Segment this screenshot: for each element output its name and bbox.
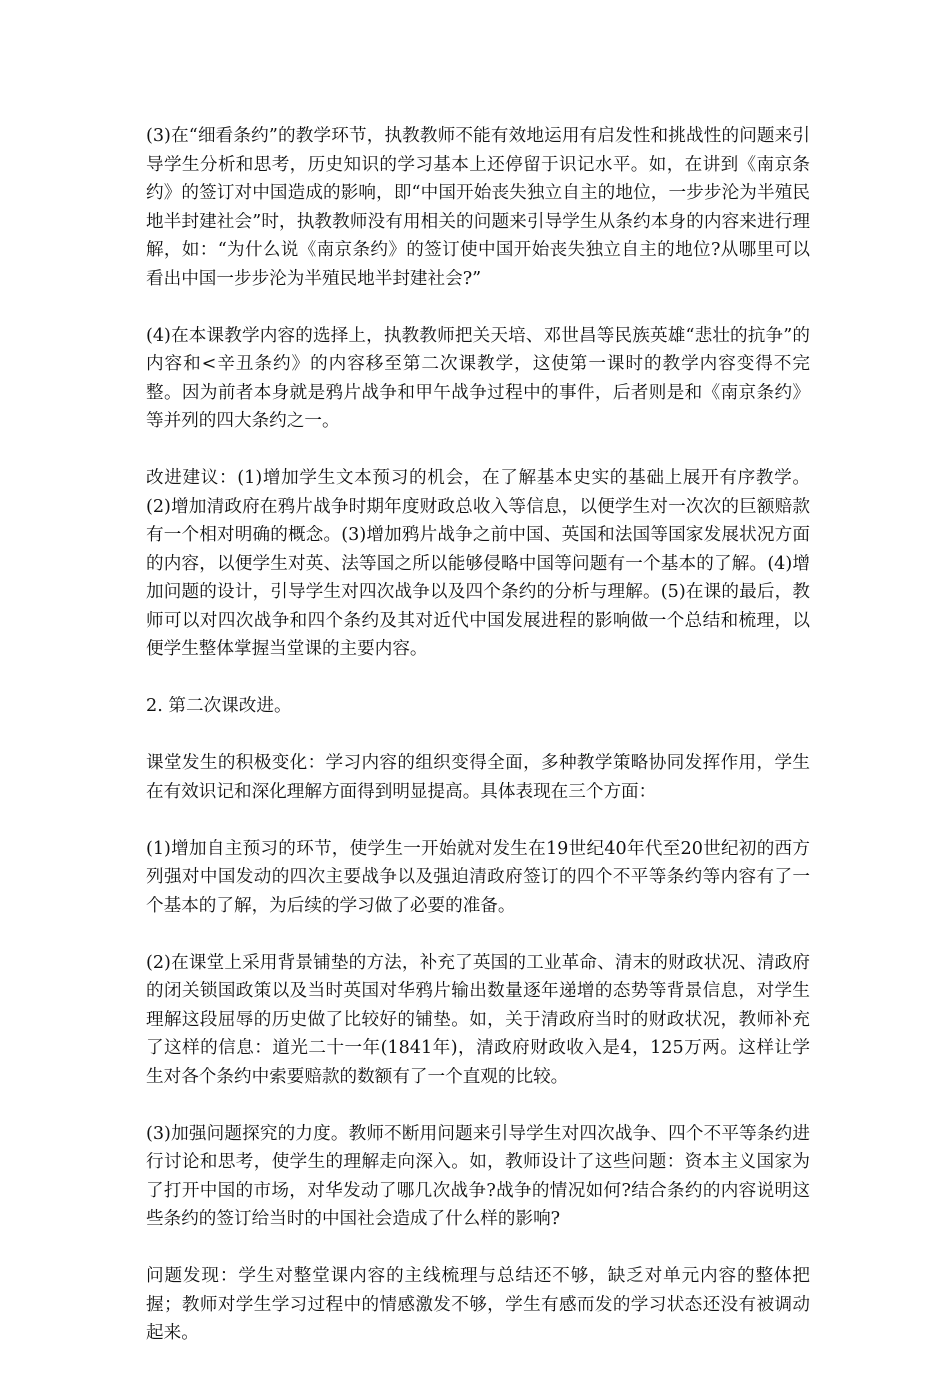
paragraph-point-4-content-selection: (4)在本课教学内容的选择上，执教教师把关天培、邓世昌等民族英雄“悲壮的抗争”的内容和<辛丑条约》的内容移至第二次课教学，这使第一课时的教学内容变得不完整。因为前者本身就是鸦片战争和甲午战争过程中的事件，后者则是和《南京条约》等并列的四大条约之一。 xyxy=(146,325,810,431)
paragraph-change-2-background: (2)在课堂上采用背景铺垫的方法，补充了英国的工业革命、清末的财政状况、清政府的闭关锁国政策以及当时英国对华鸦片输出数量逐年递增的态势等背景信息，对学生理解这段屈辱的历史做了比较好的铺垫。如，关于清政府当时的财政状况，教师补充了这样的信息：道光二十一年(1841年)，清政府财政收入是4，125万两。这样让学生对各个条约中索要赔款的数额有了一个直观的比较。 xyxy=(146,952,810,1087)
paragraph-problems-found: 问题发现：学生对整堂课内容的主线梳理与总结还不够，缺乏对单元内容的整体把握；教师对学生学习过程中的情感激发不够，学生有感而发的学习状态还没有被调动起来。 xyxy=(146,1266,810,1343)
section-heading-second-lesson: 2. 第二次课改进。 xyxy=(146,696,292,716)
paragraph-change-1-preview: (1)增加自主预习的环节，使学生一开始就对发生在19世纪40年代至20世纪初的西方列强对中国发动的四次主要战争以及强迫清政府签订的四个不平等条约等内容有了一个基本的了解，为后续的学习做了必要的准备。 xyxy=(146,838,810,916)
paragraph-positive-changes: 课堂发生的积极变化：学习内容的组织变得全面，多种教学策略协同发挥作用，学生在有效识记和深化理解方面得到明显提高。具体表现在三个方面： xyxy=(146,753,810,802)
paragraph-change-3-inquiry: (3)加强问题探究的力度。教师不断用问题来引导学生对四次战争、四个不平等条约进行讨论和思考，使学生的理解走向深入。如，教师设计了这些问题：资本主义国家为了打开中国的市场，对华发动了哪几次战争?战争的情况如何?结合条约的内容说明这些条约的签订给当时的中国社会造成了什么样的影响? xyxy=(146,1123,810,1229)
paragraph-point-3-treaty-analysis: (3)在“细看条约”的教学环节，执教教师不能有效地运用有启发性和挑战性的问题来引导学生分析和思考，历史知识的学习基本上还停留于识记水平。如，在讲到《南京条约》的签订对中国造成的影响，即“中国开始丧失独立自主的地位，一步步沦为半殖民地半封建社会”时，执教教师没有用相关的问题来引导学生从条约本身的内容来进行理解，如：“为什么说《南京条约》的签订使中国开始丧失独立自主的地位?从哪里可以看出中国一步步沦为半殖民地半封建社会?” xyxy=(146,126,810,289)
document-body xyxy=(146,122,810,1376)
paragraph-improvement-suggestions: 改进建议：(1)增加学生文本预习的机会，在了解基本史实的基础上展开有序教学。(2)增加清政府在鸦片战争时期年度财政总收入等信息，以便学生对一次次的巨额赔款有一个相对明确的概念。(3)增加鸦片战争之前中国、英国和法国等国家发展状况方面的内容，以便学生对英、法等国之所以能够侵略中国等问题有一个基本的了解。(4)增加问题的设计，引导学生对四次战争以及四个条约的分析与理解。(5)在课的最后，教师可以对四次战争和四个条约及其对近代中国发展进程的影响做一个总结和梳理，以便学生整体掌握当堂课的主要内容。 xyxy=(146,468,810,659)
